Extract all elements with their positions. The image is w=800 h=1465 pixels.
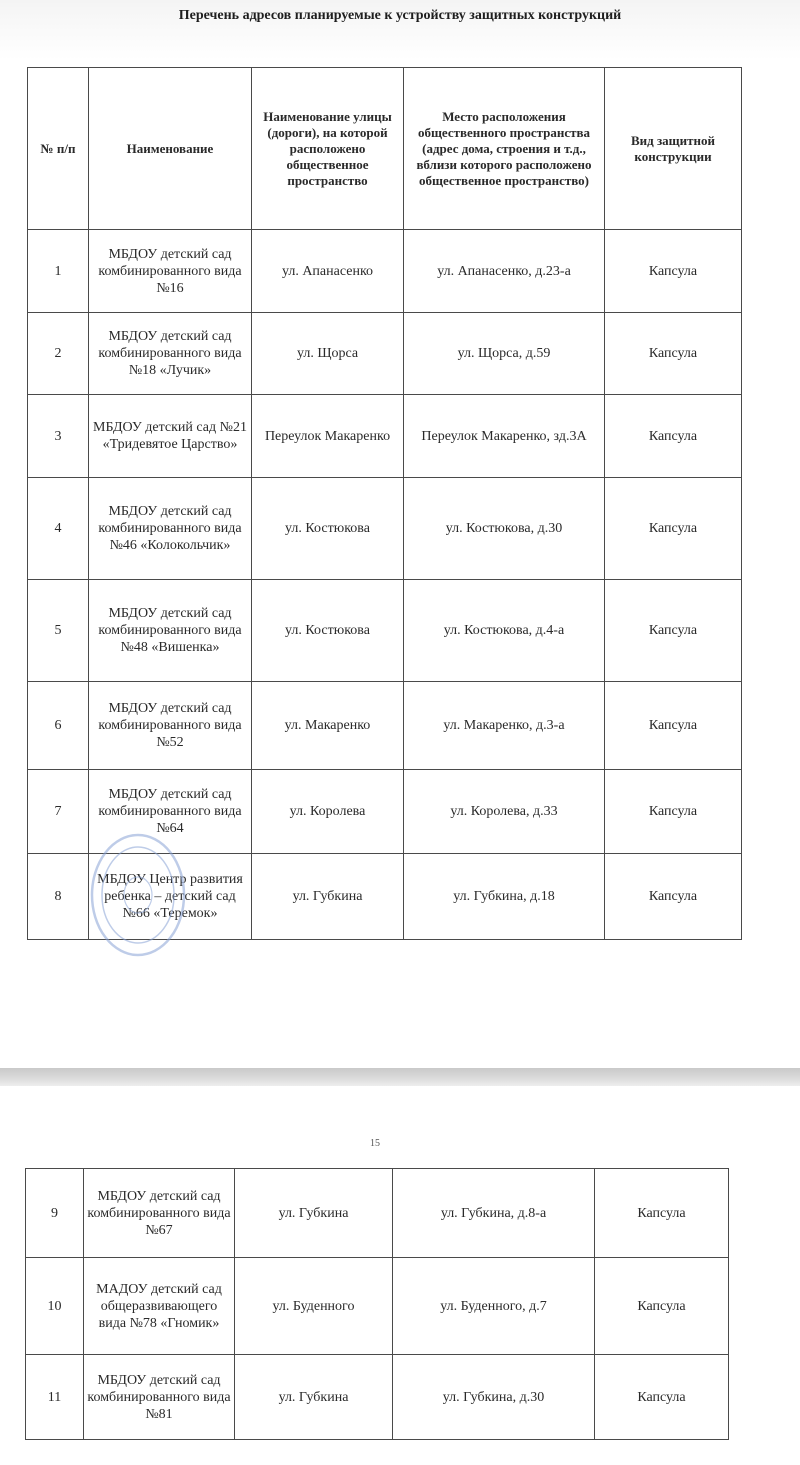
- shelters-table-page-2: [25, 1168, 729, 1440]
- table-row: [28, 313, 742, 395]
- cell-num: 10: [26, 1258, 84, 1355]
- page-number: 15: [370, 1138, 380, 1149]
- cell-name: МБДОУ детский сад комбинированного вида №67: [84, 1169, 235, 1258]
- table-row: [28, 580, 742, 682]
- cell-type: Капсула: [605, 313, 742, 395]
- cell-type: Капсула: [605, 682, 742, 770]
- cell-name: МБДОУ детский сад комбинированного вида №46 «Колокольчик»: [89, 478, 252, 580]
- cell-type: Капсула: [605, 580, 742, 682]
- cell-street: ул. Буденного: [235, 1258, 393, 1355]
- cell-location: ул. Губкина, д.30: [393, 1355, 595, 1440]
- cell-name: МБДОУ детский сад комбинированного вида №48 «Вишенка»: [89, 580, 252, 682]
- cell-type: Капсула: [605, 854, 742, 940]
- table-row: [28, 478, 742, 580]
- cell-location: ул. Губкина, д.18: [404, 854, 605, 940]
- cell-name: МБДОУ Центр развития ребенка – детский сад №66 «Теремок»: [89, 854, 252, 940]
- cell-street: ул. Костюкова: [252, 478, 404, 580]
- cell-type: Капсула: [595, 1169, 729, 1258]
- cell-type: Капсула: [595, 1258, 729, 1355]
- cell-name: МБДОУ детский сад комбинированного вида №16: [89, 230, 252, 313]
- shelters-table-page-1: [27, 67, 742, 940]
- cell-street: ул. Губкина: [252, 854, 404, 940]
- table-row: [26, 1355, 729, 1440]
- cell-location: ул. Королева, д.33: [404, 770, 605, 854]
- cell-num: 4: [28, 478, 89, 580]
- table-row: [28, 230, 742, 313]
- header-num: № п/п: [28, 68, 89, 230]
- cell-num: 2: [28, 313, 89, 395]
- cell-street: ул. Макаренко: [252, 682, 404, 770]
- cell-location: ул. Макаренко, д.3-а: [404, 682, 605, 770]
- cell-num: 1: [28, 230, 89, 313]
- cell-name: МБДОУ детский сад №21 «Тридевятое Царство»: [89, 395, 252, 478]
- cell-type: Капсула: [605, 770, 742, 854]
- page-separator: [0, 1068, 800, 1086]
- cell-name: МБДОУ детский сад комбинированного вида №64: [89, 770, 252, 854]
- document-title: Перечень адресов планируемые к устройству защитных конструкций: [178, 8, 622, 23]
- table-row: [28, 395, 742, 478]
- cell-name: МБДОУ детский сад комбинированного вида №81: [84, 1355, 235, 1440]
- cell-location: ул. Губкина, д.8-а: [393, 1169, 595, 1258]
- cell-num: 5: [28, 580, 89, 682]
- cell-location: ул. Апанасенко, д.23-а: [404, 230, 605, 313]
- cell-location: ул. Щорса, д.59: [404, 313, 605, 395]
- cell-street: ул. Костюкова: [252, 580, 404, 682]
- cell-location: ул. Костюкова, д.30: [404, 478, 605, 580]
- stamp-seal-icon: [88, 830, 188, 960]
- cell-street: ул. Губкина: [235, 1355, 393, 1440]
- cell-type: Капсула: [605, 230, 742, 313]
- table-row: [28, 682, 742, 770]
- cell-num: 7: [28, 770, 89, 854]
- cell-name: МБДОУ детский сад комбинированного вида №18 «Лучик»: [89, 313, 252, 395]
- cell-street: ул. Королева: [252, 770, 404, 854]
- cell-num: 6: [28, 682, 89, 770]
- table-row: [26, 1258, 729, 1355]
- cell-location: ул. Костюкова, д.4-а: [404, 580, 605, 682]
- cell-street: ул. Губкина: [235, 1169, 393, 1258]
- header-type: Вид защитной конструкции: [605, 68, 742, 230]
- header-name: Наименование: [89, 68, 252, 230]
- cell-type: Капсула: [605, 395, 742, 478]
- cell-num: 3: [28, 395, 89, 478]
- cell-location: ул. Буденного, д.7: [393, 1258, 595, 1355]
- cell-num: 9: [26, 1169, 84, 1258]
- cell-num: 11: [26, 1355, 84, 1440]
- header-street: Наименование улицы (дороги), на которой расположено общественное пространство: [252, 68, 404, 230]
- cell-name: МАДОУ детский сад общеразвивающего вида №78 «Гномик»: [84, 1258, 235, 1355]
- header-location: Место расположения общественного пространства (адрес дома, строения и т.д., вблизи которого расположено общественное пространство): [404, 68, 605, 230]
- cell-street: ул. Щорса: [252, 313, 404, 395]
- cell-num: 8: [28, 854, 89, 940]
- cell-street: Переулок Макаренко: [252, 395, 404, 478]
- cell-type: Капсула: [595, 1355, 729, 1440]
- cell-name: МБДОУ детский сад комбинированного вида №52: [89, 682, 252, 770]
- cell-street: ул. Апанасенко: [252, 230, 404, 313]
- table-header-row: [28, 68, 742, 230]
- table-row: [26, 1169, 729, 1258]
- cell-location: Переулок Макаренко, зд.3А: [404, 395, 605, 478]
- cell-type: Капсула: [605, 478, 742, 580]
